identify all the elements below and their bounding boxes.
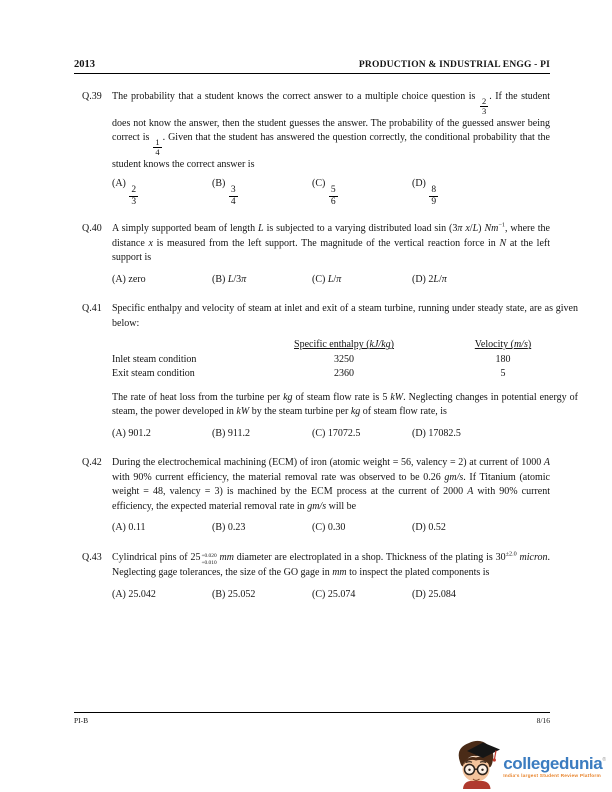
italic-text: kJ/kg (369, 339, 391, 351)
table-cell: 5 (500, 368, 506, 380)
superscript: −1 (498, 222, 505, 230)
fraction (429, 185, 438, 207)
table-column-header (428, 338, 578, 353)
fraction-denominator: 6 (330, 196, 336, 207)
italic-text: gm/s (444, 471, 464, 483)
tolerance-upper: +0.020 (201, 553, 217, 560)
table-row-label: Inlet steam condition (112, 353, 197, 365)
question-body (112, 222, 550, 287)
logo-brand-text: collegedunia (503, 753, 603, 773)
fraction-denominator: 4 (230, 196, 236, 207)
fraction-numerator: 8 (431, 185, 437, 196)
italic-text: π (336, 273, 342, 285)
option: (C) L/π (312, 273, 342, 285)
option: (A) zero (112, 273, 146, 285)
fraction (229, 185, 238, 207)
table-header-text: Velocity (m/s) (474, 339, 532, 351)
question-q40 (82, 222, 550, 287)
fraction-numerator: 2 (131, 185, 137, 196)
italic-text: Nm (484, 223, 499, 235)
italic-text: π x (457, 223, 470, 235)
italic-text: A (467, 486, 474, 498)
option: (C) 17072.5 (312, 427, 361, 439)
option: (D) 0.52 (412, 522, 446, 534)
option: (B) 911.2 (212, 427, 250, 439)
question-q42 (82, 456, 550, 536)
page-header (74, 59, 550, 74)
italic-text: π (241, 273, 247, 285)
question-body (112, 551, 550, 602)
italic-text: L (227, 273, 234, 285)
option: (A) 25.042 (112, 588, 156, 600)
table-header-text: Specific enthalpy (kJ/kg) (294, 339, 394, 351)
fraction-denominator: 9 (431, 196, 437, 207)
option: (B) 0.23 (212, 522, 246, 534)
question-text: A simply supported beam of length L is subjected to a varying distributed load sin (3π x/L) $Nm^{-1}$, where the distance x is measured from the left support. The magnitude of the vertical reaction force in N at the left support is (112, 222, 551, 264)
option: (A) $\frac{2}{3}$ (112, 178, 137, 207)
question-number: Q.39 (82, 91, 102, 102)
fraction (480, 97, 488, 117)
italic-text: gm/s (307, 500, 327, 512)
italic-text: kW (236, 406, 250, 418)
italic-text: micron (519, 551, 548, 563)
question-number: Q.42 (82, 457, 102, 469)
fraction (153, 138, 161, 158)
table-cell: 2360 (334, 368, 354, 380)
option: (D) 25.084 (412, 588, 456, 600)
logo-tagline: India's largest Student Review Platform (503, 773, 601, 779)
option: (B) L/3π (212, 273, 247, 285)
question-text: The rate of heat loss from the turbine per kg of steam flow rate is 5 kW. Neglecting changes in potential energy of steam, the power developed in kW by the steam turbine per kg of steam flow rate, is (112, 391, 579, 418)
question-number: Q.43 (82, 551, 102, 563)
italic-text: L (433, 273, 439, 285)
header-title: PRODUCTION & INDUSTRIAL ENGG - PI (358, 60, 550, 70)
fraction-numerator: 3 (230, 185, 236, 196)
footer-page-number: 8/16 (536, 716, 550, 725)
tolerance-stack (201, 553, 216, 566)
italic-text: kg (283, 391, 293, 403)
fraction-numerator: 5 (330, 185, 336, 196)
italic-text: L (472, 223, 479, 235)
table-cell: 3250 (334, 353, 354, 365)
mascot-icon (454, 739, 500, 792)
option: (A) 901.2 (112, 427, 151, 439)
options-row (112, 521, 550, 536)
italic-text: kg (350, 406, 361, 418)
italic-text: A (543, 457, 550, 469)
logo-registered-mark: ® (602, 756, 606, 763)
question-number: Q.40 (82, 223, 102, 235)
fraction-denominator: 3 (131, 196, 137, 207)
option: (B) $\frac{3}{4}$ (212, 178, 236, 207)
option: (A) 0.11 (112, 522, 146, 534)
superscript: ±2.0 (505, 550, 517, 558)
italic-text: mm (332, 567, 347, 579)
italic-text: N (499, 237, 507, 249)
italic-text: m/s (513, 339, 528, 351)
italic-text: L (258, 223, 264, 235)
options-row (112, 177, 550, 207)
header-year: 2013 (74, 59, 95, 70)
question-text: During the electrochemical machining (ECM) of iron (atomic weight = 56, valency = 2) at current of 1000 A with 90% current efficiency, the material removal rate was observed to be 0.26 gm/s. If Titanium (atomic weight = 48, valency = 3) is machined by the ECM process at the current of 2000 A with 90% current efficiency, the expected material removal rate in gm/s will be (112, 457, 550, 512)
italic-text: kW (390, 391, 404, 403)
option: (D) $\frac{8}{9}$ (412, 178, 437, 207)
footer-paper-code: PI-B (74, 716, 89, 725)
table-cell: 180 (495, 353, 511, 365)
option: (B) 25.052 (212, 588, 256, 600)
table-row-label: Exit steam condition (112, 368, 195, 380)
steam-conditions-table (112, 338, 578, 382)
logo-text-block (503, 755, 606, 779)
fraction (129, 185, 138, 207)
options-row (112, 427, 578, 442)
italic-text: π (441, 273, 447, 285)
question-body (112, 456, 550, 536)
question-body (112, 302, 578, 441)
question-q39 (82, 90, 550, 207)
questions-area (82, 90, 579, 617)
table-column-header (260, 338, 428, 353)
options-row (112, 588, 550, 603)
option: (D) 17082.5 (412, 427, 461, 439)
question-q41 (82, 302, 579, 441)
options-row (112, 273, 550, 288)
italic-text: mm (219, 551, 234, 563)
italic-text: x (148, 237, 153, 249)
question-body (112, 90, 550, 207)
question-number: Q.41 (82, 303, 102, 315)
question-text: Specific enthalpy and velocity of steam at inlet and exit of a steam turbine, running under steady state, are as given below: (112, 303, 578, 329)
table-corner-cell (112, 338, 260, 353)
italic-text: L (327, 273, 334, 285)
question-text: Cylindrical pins of 25 +0.020 +0.010 mm diameter are electroplated in a shop. Thickness of the plating is $30^{\pm 2.0}$ micron. Neglecting gage tolerances, the size of the GO gage in mm to inspect the plated components is (112, 550, 551, 579)
question-q43 (82, 551, 550, 602)
tolerance-lower: +0.010 (201, 559, 217, 566)
fraction-denominator: 4 (155, 147, 160, 158)
option: (C) 0.30 (312, 522, 346, 534)
fraction (329, 185, 338, 207)
fraction-numerator: 1 (155, 136, 160, 147)
option: (D) 2L/π (412, 273, 447, 285)
page-footer (74, 712, 550, 725)
fraction-denominator: 3 (481, 106, 487, 117)
fraction-numerator: 2 (481, 95, 487, 106)
option: (C) $\frac{5}{6}$ (312, 178, 336, 207)
option: (C) 25.074 (312, 588, 356, 600)
question-text: The probability that a student knows the correct answer to a multiple choice question is $\frac{2}{3}$ . If the student does not know the answer, then the student guesses the answer. The probability of the guessed answer being correct is $\frac{1}{4}$ . Given that the student has answered the question correctly, the conditional probability that the student knows the correct answer is (112, 91, 551, 170)
collegedunia-logo (454, 739, 606, 792)
